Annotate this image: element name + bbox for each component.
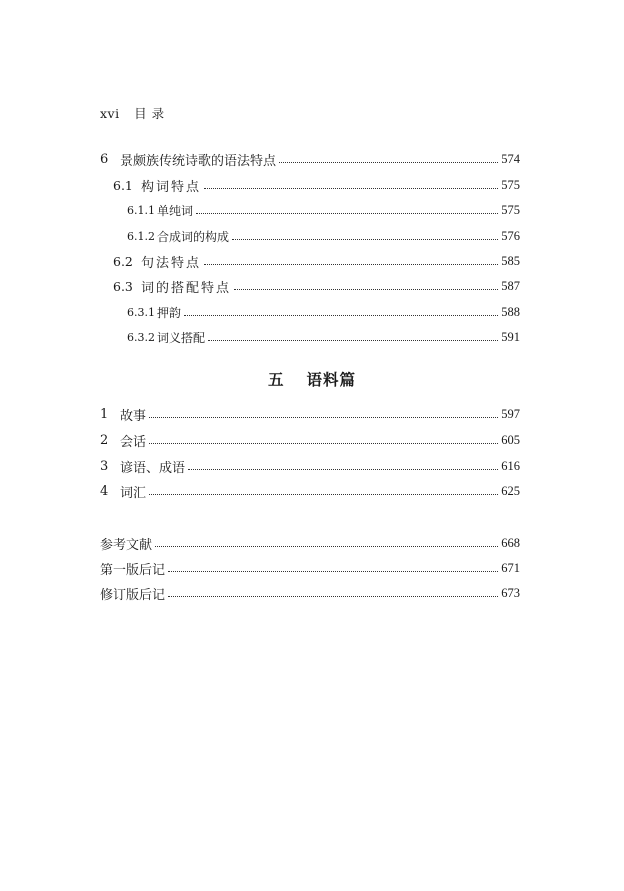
toc-entry-5-2[interactable] <box>100 430 520 450</box>
entry-number: 6.1.1 <box>127 203 155 217</box>
dot-leader <box>184 315 498 316</box>
entry-number: 2 <box>100 432 109 448</box>
entry-title: 第一版后记 <box>100 562 166 578</box>
toc-entry-6-2[interactable] <box>113 251 520 271</box>
part-heading <box>0 368 624 390</box>
entry-title: 修订版后记 <box>100 587 166 603</box>
entry-title: 句法特点 <box>141 255 202 271</box>
entry-page: 576 <box>501 228 520 243</box>
entry-number: 1 <box>100 406 109 422</box>
header-label: 目 录 <box>134 106 165 121</box>
entry-page: 597 <box>501 406 520 421</box>
toc-entry-5-1[interactable] <box>100 404 520 424</box>
dot-leader <box>149 417 498 418</box>
entry-page: 671 <box>501 560 520 575</box>
entry-page: 587 <box>501 278 520 293</box>
entry-page: 575 <box>501 177 520 192</box>
toc-entry-6-3-1[interactable] <box>127 302 520 322</box>
entry-title: 押韵 <box>157 305 182 320</box>
toc-entry-6-1-1[interactable] <box>127 200 520 220</box>
dot-leader <box>149 443 498 444</box>
toc-entry-revised-edition-afterword[interactable] <box>100 583 520 603</box>
entry-number: 6.1.2 <box>127 229 155 243</box>
entry-number: 6.3.2 <box>127 330 155 344</box>
entry-title: 参考文献 <box>100 537 153 553</box>
entry-title: 谚语、成语 <box>120 460 186 476</box>
dot-leader <box>168 571 498 572</box>
entry-number: 6 <box>100 151 109 167</box>
dot-leader <box>208 340 498 341</box>
toc-entry-6-1-2[interactable] <box>127 226 520 246</box>
page-number-roman: xvi <box>100 106 120 121</box>
dot-leader <box>155 546 498 547</box>
toc-entry-first-edition-afterword[interactable] <box>100 558 520 578</box>
entry-number: 6.3.1 <box>127 305 155 319</box>
part-title: 语料篇 <box>306 371 357 389</box>
dot-leader <box>149 494 498 495</box>
entry-page: 575 <box>501 202 520 217</box>
entry-title: 会话 <box>120 434 147 450</box>
part-number: 五 <box>267 371 285 389</box>
entry-page: 585 <box>501 253 520 268</box>
dot-leader <box>279 162 498 163</box>
entry-title: 单纯词 <box>157 203 194 218</box>
entry-title: 合成词的构成 <box>157 229 230 244</box>
dot-leader <box>188 469 498 470</box>
dot-leader <box>232 239 498 240</box>
toc-entry-chapter-6[interactable] <box>100 149 520 169</box>
dot-leader <box>204 188 498 189</box>
entry-number: 6.3 <box>113 278 133 294</box>
entry-title: 词的搭配特点 <box>141 280 232 296</box>
entry-number: 6.2 <box>113 253 133 269</box>
dot-leader <box>234 289 498 290</box>
entry-page: 673 <box>501 585 520 600</box>
entry-title: 景颇族传统诗歌的语法特点 <box>120 153 277 169</box>
entry-page: 625 <box>501 483 520 498</box>
toc-entry-6-1[interactable] <box>113 175 520 195</box>
toc-entry-references[interactable] <box>100 533 520 553</box>
running-header <box>100 104 175 122</box>
entry-title: 故事 <box>120 408 147 424</box>
dot-leader <box>196 213 498 214</box>
entry-number: 6.1 <box>113 177 133 193</box>
entry-title: 词汇 <box>120 485 147 501</box>
entry-page: 591 <box>501 329 520 344</box>
toc-entry-6-3-2[interactable] <box>127 327 520 347</box>
entry-title: 构词特点 <box>141 179 202 195</box>
entry-page: 588 <box>501 304 520 319</box>
entry-title: 词义搭配 <box>157 330 206 345</box>
toc-entry-6-3[interactable] <box>113 276 520 296</box>
entry-page: 668 <box>501 535 520 550</box>
entry-page: 616 <box>501 458 520 473</box>
toc-entry-5-3[interactable] <box>100 456 520 476</box>
entry-number: 4 <box>100 483 109 499</box>
entry-page: 605 <box>501 432 520 447</box>
entry-page: 574 <box>501 151 520 166</box>
toc-entry-5-4[interactable] <box>100 481 520 501</box>
entry-number: 3 <box>100 458 109 474</box>
dot-leader <box>204 264 498 265</box>
dot-leader <box>168 596 498 597</box>
